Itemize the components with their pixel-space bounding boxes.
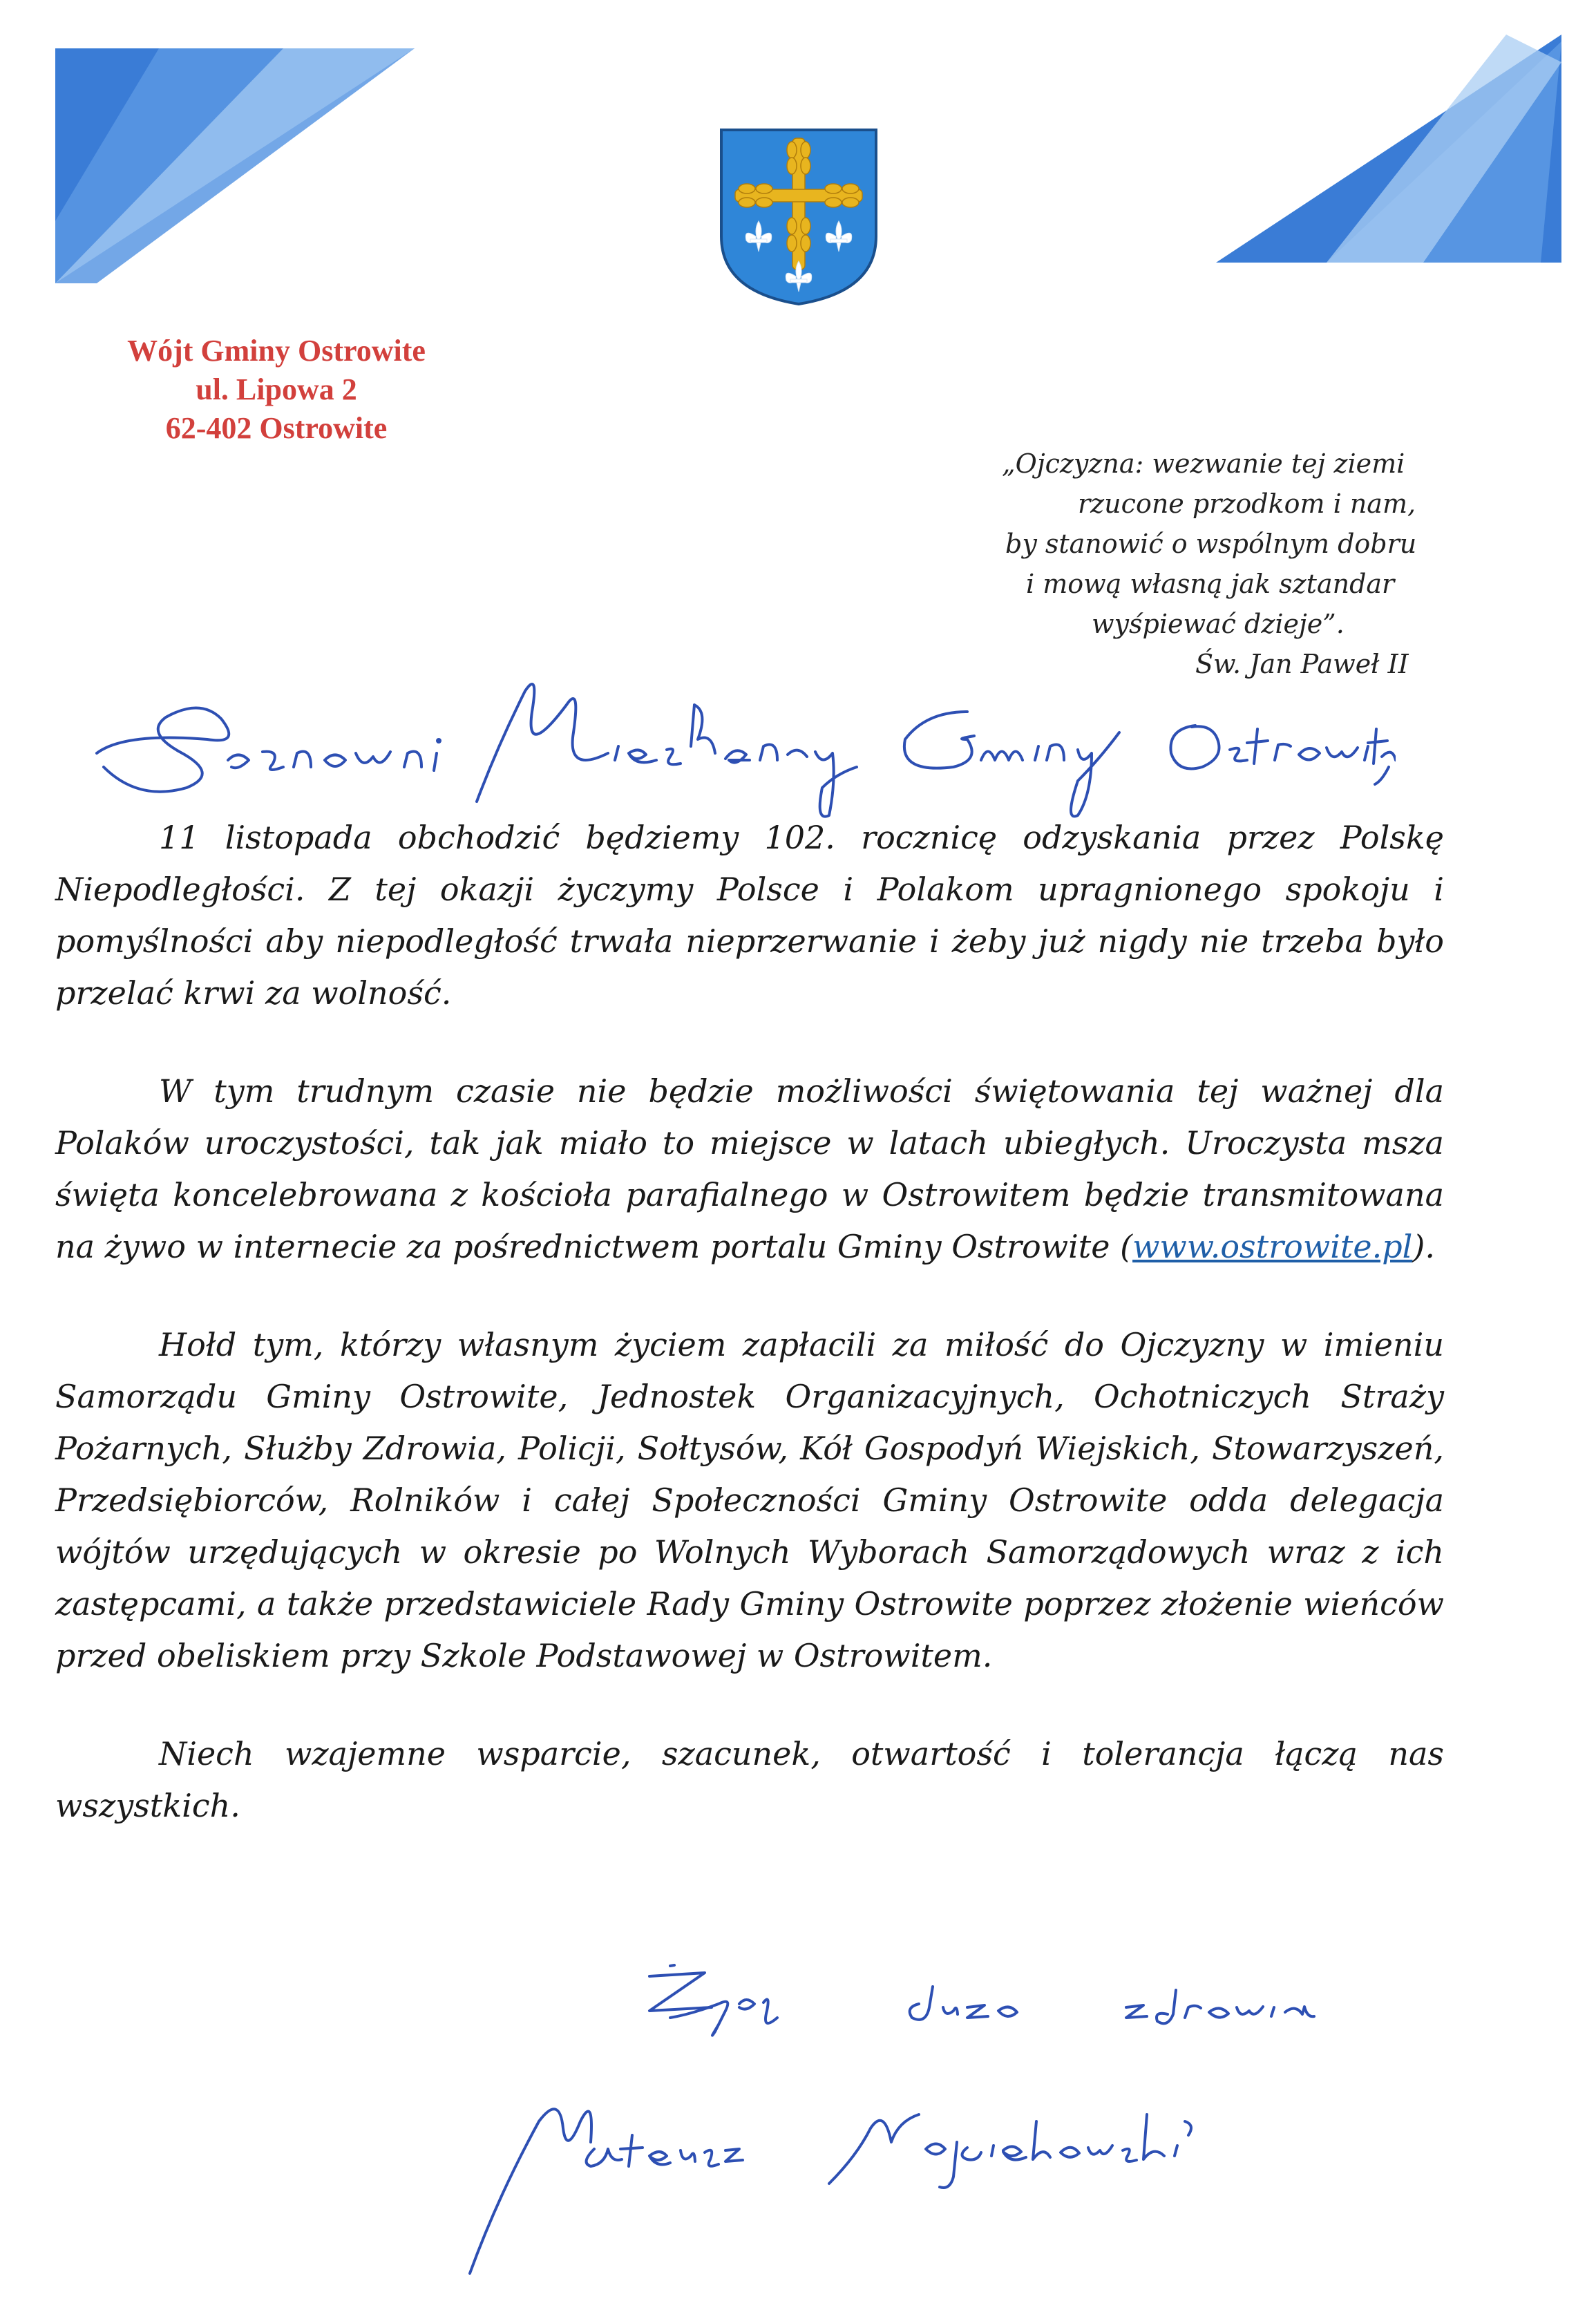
sender-postal-city: 62-402 Ostrowite xyxy=(165,411,388,445)
quote-author: Św. Jan Paweł II xyxy=(1195,649,1409,679)
quote-line: wyśpiewać dzieje”. xyxy=(1092,609,1345,639)
sender-street: ul. Lipowa 2 xyxy=(196,372,357,406)
corner-decoration-left xyxy=(55,48,415,283)
quote-block xyxy=(919,444,1492,684)
body-paragraph-2 xyxy=(55,1066,1444,1273)
body-paragraph-1: 11 listopada obchodzić będziemy 102. rocznicę odzyskania przez Polskę Niepodległości. Z tej okazji życzymy Polsce i Polakom upragnionego spokoju i pomyślności aby niepodległość trwała nieprzerwanie i żeby już nigdy nie trzeba było przelać krwi za wolność. xyxy=(55,819,1444,1012)
sender-address xyxy=(62,332,491,448)
quote-line: by stanowić o wspólnym dobru xyxy=(1005,529,1417,559)
body-paragraph-2-text: W tym trudnym czasie nie będzie możliwości świętowania tej ważnej dla Polaków uroczystości, tak jak miało to miejsce w latach ubiegłych. Uroczysta msza święta koncelebrowana z kościoła parafialnego w Ostrowitem będzie transmitowana na żywo w internecie za pośrednictwem portalu Gminy Ostrowite ( xyxy=(55,1072,1444,1265)
quote-line: rzucone przodkom i nam, xyxy=(1078,489,1416,519)
handwritten-salutation-icon xyxy=(83,663,1396,822)
letter-body xyxy=(55,812,1444,1878)
coat-of-arms-icon xyxy=(716,126,882,307)
body-paragraph-3: Hołd tym, którzy własnym życiem zapłacili za miłość do Ojczyzny w imieniu Samorządu Gminy Ostrowite, Jednostek Organizacyjnych, Ochotniczych Straży Pożarnych, Służby Zdrowia, Policji, Sołtysów, Kół Gospodyń Wiejskich, Stowarzyszeń, Przedsiębiorców, Rolników i całej Społeczności Gminy Ostrowite odda delegacja wójtów urzędujących w okresie po Wolnych Wyborach Samorządowych wraz z ich zastępcami, a także przedstawiciele Rady Gminy Ostrowite poprzez złożenie wieńców przed obeliskiem przy Szkole Podstawowej w Ostrowitem. xyxy=(55,1326,1444,1674)
handwritten-signature-icon xyxy=(442,1949,1423,2280)
sender-name: Wójt Gminy Ostrowite xyxy=(127,334,426,368)
body-paragraph-4: Niech wzajemne wsparcie, szacunek, otwartość i tolerancja łączą nas wszystkich. xyxy=(55,1735,1444,1824)
corner-decoration-right xyxy=(1216,35,1561,269)
website-link[interactable]: www.ostrowite.pl xyxy=(1132,1228,1413,1265)
quote-line: „Ojczyzna: wezwanie tej ziemi xyxy=(1002,448,1405,479)
body-paragraph-2-end: ). xyxy=(1412,1228,1435,1265)
quote-line: i mową własną jak sztandar xyxy=(1026,569,1395,599)
